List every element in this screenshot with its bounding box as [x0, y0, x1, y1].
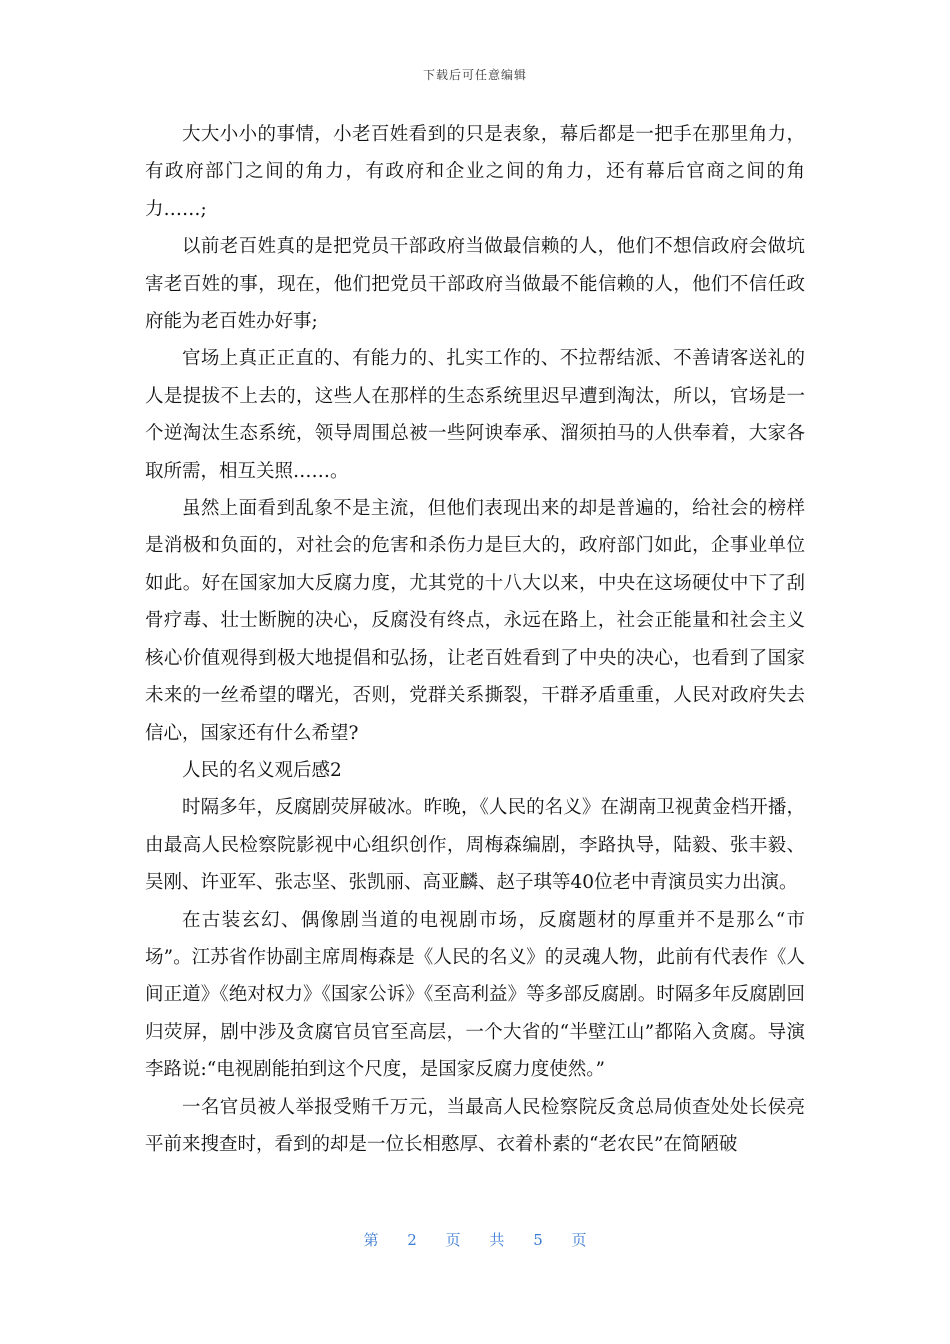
paragraph: 在古装玄幻、偶像剧当道的电视剧市场，反腐题材的厚重并不是那么“市场”。江苏省作协副主席周梅森是《人民的名义》的灵魂人物，此前有代表作《人间正道》《绝对权力》《国家公诉》《至高利益》等多部反腐剧。时隔多年反腐剧回归荧屏，剧中涉及贪腐官员官至高层，一个大省的“半壁江山”都陷入贪腐。导演李路说:“电视剧能拍到这个尺度，是国家反腐力度使然。”: [145, 909, 805, 1081]
paragraph: 官场上真正正直的、有能力的、扎实工作的、不拉帮结派、不善请客送礼的人是提拔不上去的，这些人在那样的生态系统里迟早遭到淘汰，所以，官场是一个逆淘汰生态系统，领导周围总被一些阿谀奉承、溜须拍马的人供奉着，大家各取所需，相互关照……。: [145, 348, 805, 482]
document-body: [145, 116, 805, 1163]
total-pages-number: 5: [533, 1231, 543, 1249]
total-unit: 页: [571, 1231, 587, 1249]
paragraph: 时隔多年，反腐剧荧屏破冰。昨晚，《人民的名义》在湖南卫视黄金档开播，由最高人民检察院影视中心组织创作，周梅森编剧，李路执导，陆毅、张丰毅、吴刚、许亚军、张志坚、张凯丽、高亚麟、赵子琪等40位老中青演员实力出演。: [145, 797, 805, 894]
page-header: 下载后可任意编辑: [422, 68, 527, 82]
section-heading: 人民的名义观后感2: [182, 759, 342, 781]
page-footer: [0, 1229, 950, 1250]
page-word: 第: [363, 1231, 379, 1249]
current-page-number: 2: [407, 1231, 417, 1249]
total-word: 共: [489, 1231, 505, 1249]
paragraph: 大大小小的事情，小老百姓看到的只是表象，幕后都是一把手在那里角力，有政府部门之间的角力，有政府和企业之间的角力，还有幕后官商之间的角力……;: [145, 124, 805, 220]
page-unit: 页: [445, 1231, 461, 1249]
paragraph: 虽然上面看到乱象不是主流，但他们表现出来的却是普遍的，给社会的榜样是消极和负面的，对社会的危害和杀伤力是巨大的，政府部门如此，企事业单位如此。好在国家加大反腐力度，尤其党的十八大以来，中央在这场硬仗中下了刮骨疗毒、壮士断腕的决心，反腐没有终点，永远在路上，社会正能量和社会主义核心价值观得到极大地提倡和弘扬，让老百姓看到了中央的决心，也看到了国家未来的一丝希望的曙光，否则，党群关系撕裂，干群矛盾重重，人民对政府失去信心，国家还有什么希望?: [145, 498, 805, 744]
paragraph: 一名官员被人举报受贿千万元，当最高人民检察院反贪总局侦查处处长侯亮平前来搜查时，看到的却是一位长相憨厚、衣着朴素的“老农民”在简陋破: [145, 1096, 805, 1155]
paragraph: 以前老百姓真的是把党员干部政府当做最信赖的人，他们不想信政府会做坑害老百姓的事，现在，他们把党员干部政府当做最不能信赖的人，他们不信任政府能为老百姓办好事;: [145, 236, 805, 333]
